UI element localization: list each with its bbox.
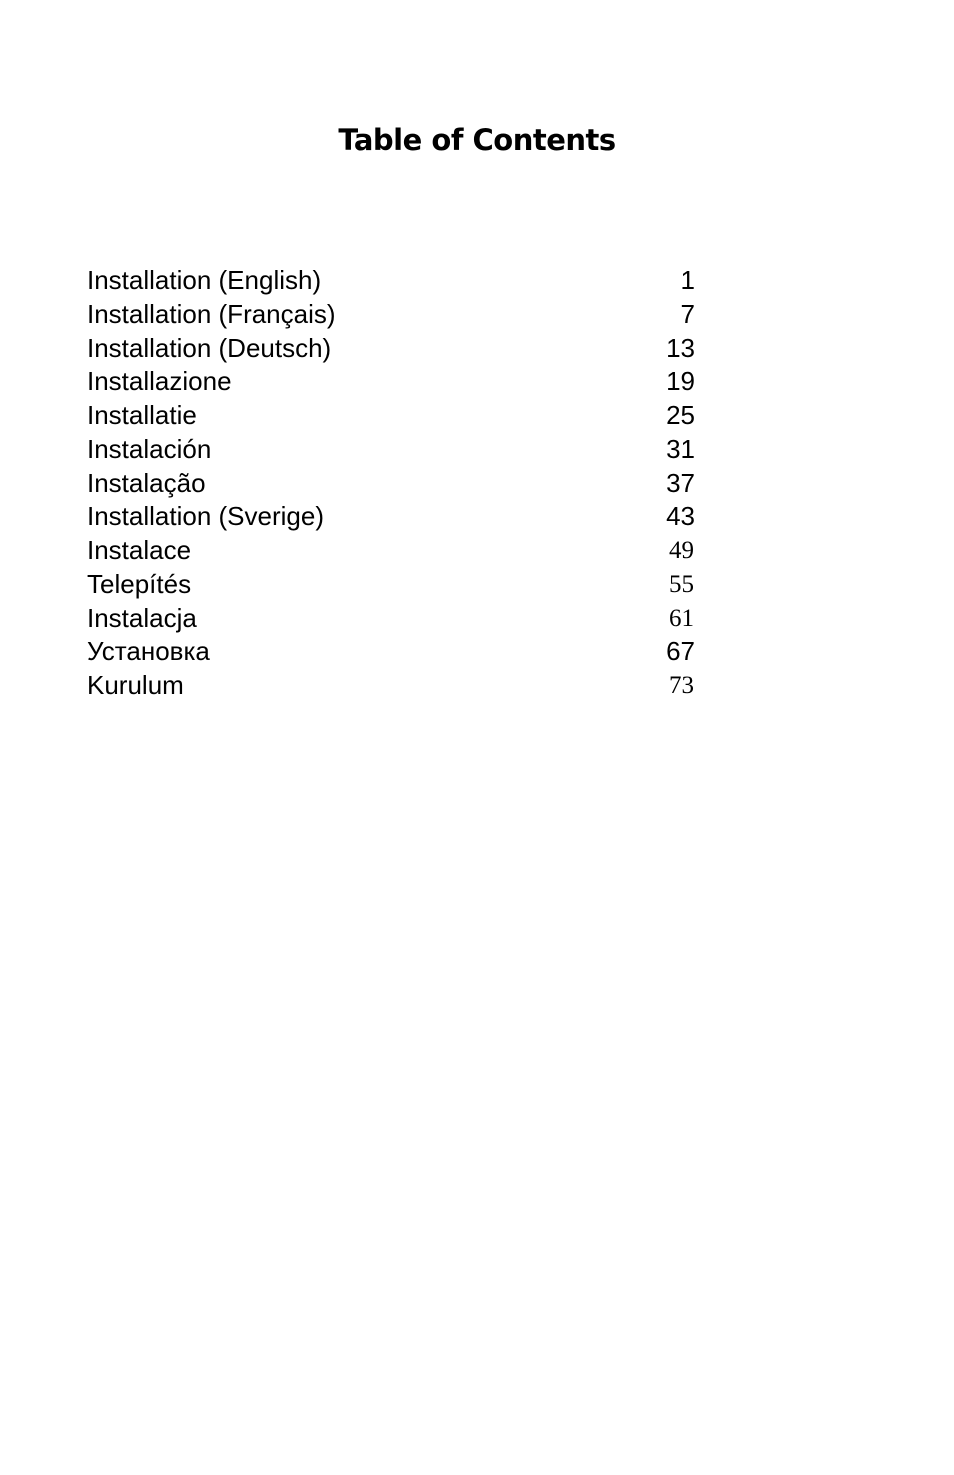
- toc-row[interactable]: [87, 635, 695, 669]
- toc-entry-title: Установка: [87, 636, 210, 667]
- toc-entry-title: Installation (Deutsch): [87, 332, 332, 363]
- toc-row[interactable]: [87, 669, 695, 703]
- toc-entry-page: 1: [680, 265, 695, 295]
- toc-row[interactable]: [87, 534, 695, 568]
- toc-entry-title: Installation (Français): [87, 298, 336, 329]
- toc-entry-title: Telepítés: [87, 568, 192, 599]
- toc-entry-page: 19: [666, 366, 695, 397]
- toc-row[interactable]: [87, 602, 695, 636]
- table-of-contents: [87, 264, 695, 703]
- toc-entry-title: Installation (Sverige): [87, 501, 324, 532]
- toc-row[interactable]: [87, 433, 695, 467]
- toc-row[interactable]: [87, 500, 695, 534]
- toc-entry-title: Installazione: [87, 366, 232, 397]
- toc-entry-title: Instalacja: [87, 602, 197, 633]
- toc-entry-title: Installatie: [87, 400, 197, 430]
- toc-row[interactable]: [87, 568, 695, 602]
- toc-entry-title: Instalace: [87, 535, 192, 565]
- toc-entry-page: 61: [669, 604, 694, 632]
- toc-row[interactable]: [87, 298, 695, 332]
- toc-entry-title: Kurulum: [87, 670, 184, 700]
- toc-entry-page: 43: [666, 501, 695, 532]
- toc-entry-title: Instalação: [87, 467, 206, 498]
- toc-entry-page: 67: [666, 636, 695, 667]
- toc-entry-page: 73: [669, 672, 694, 699]
- toc-row[interactable]: [87, 467, 695, 501]
- toc-entry-title: Installation (English): [87, 265, 322, 295]
- toc-entry-page: 25: [666, 400, 695, 430]
- toc-row[interactable]: [87, 332, 695, 366]
- toc-entry-page: 37: [666, 467, 695, 498]
- toc-entry-page: 7: [680, 298, 695, 329]
- toc-entry-page: 13: [666, 332, 695, 363]
- toc-entry-page: 49: [669, 537, 694, 564]
- page-title: Table of Contents: [338, 123, 616, 157]
- toc-entry-page: 31: [666, 433, 695, 464]
- toc-row[interactable]: [87, 264, 695, 298]
- toc-entry-page: 55: [669, 570, 694, 598]
- toc-row[interactable]: [87, 365, 695, 399]
- toc-entry-title: Instalación: [87, 433, 212, 464]
- toc-row[interactable]: [87, 399, 695, 433]
